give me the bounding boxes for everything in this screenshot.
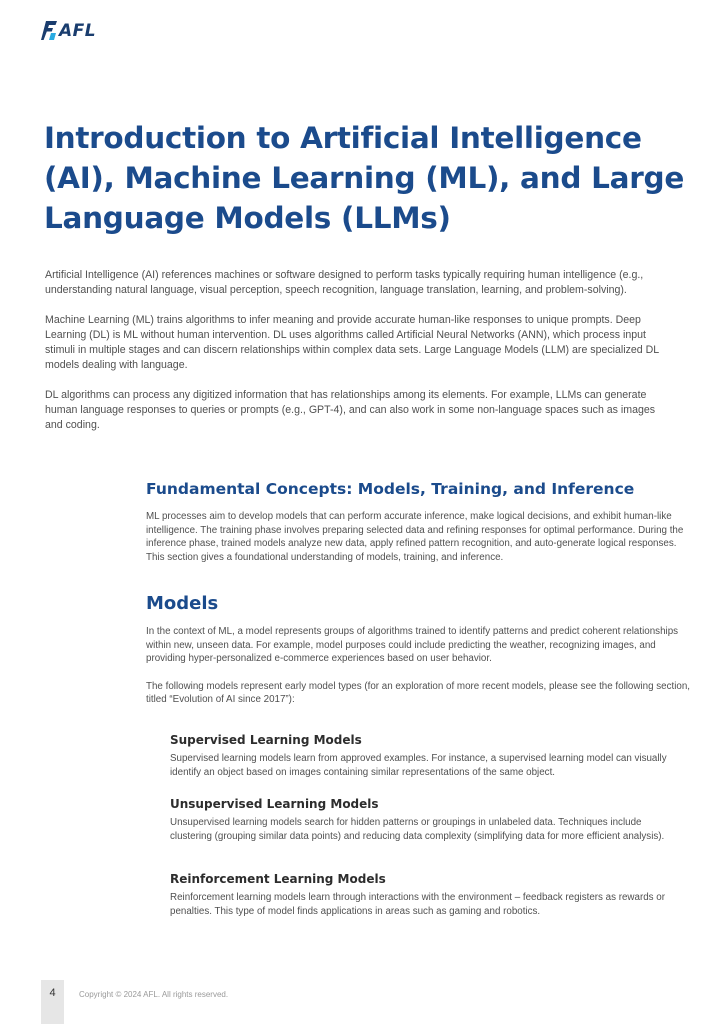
intro-section xyxy=(45,268,675,448)
page-number: 4 xyxy=(49,987,56,999)
models-body-2: The following models represent early model types (for an exploration of more recent models, please see the following section, titled “Evolution of AI since 2017”): xyxy=(146,680,691,705)
copyright-text: Copyright © 2024 AFL. All rights reserved. xyxy=(79,990,229,999)
models-body-1: In the context of ML, a model represents groups of algorithms trained to identify patterns and predict coherent relationships within new, unseen data. For example, model purposes could include predicting the weather, recognizing images, and providing hyper-personalized e-commerce experiences based on user behavior. xyxy=(146,626,679,664)
reinforcement-learning-heading: Reinforcement Learning Models xyxy=(170,872,386,886)
page-title: Introduction to Artificial Intelligence (AI), Machine Learning (ML), and Large Language Models (LLMs) xyxy=(44,121,685,235)
models-heading: Models xyxy=(146,593,219,614)
unsupervised-learning-body: Unsupervised learning models search for hidden patterns or groupings in unlabeled data. Techniques include clustering (grouping similar data points) and reducing data complexity (simplifying data for more efficient analysis). xyxy=(170,817,665,842)
afl-logo xyxy=(41,21,96,41)
intro-paragraph-1: Artificial Intelligence (AI) references machines or software designed to perform tasks typically requiring human intelligence (e.g., understanding natural language, visual perception, speech recognition, language translation, learning, and problem-solving). xyxy=(45,269,644,296)
unsupervised-learning-heading: Unsupervised Learning Models xyxy=(170,797,379,811)
reinforcement-learning-body: Reinforcement learning models learn through interactions with the environment – feedback registers as rewards or penalties. This type of model finds applications in areas such as gaming and robotics. xyxy=(170,892,665,917)
supervised-learning-body: Supervised learning models learn from approved examples. For instance, a supervised learning model can visually identify an object based on images containing similar representations of the same object. xyxy=(170,753,667,778)
fundamental-concepts-section xyxy=(146,479,691,579)
intro-paragraph-3: DL algorithms can process any digitized information that has relationships among its elements. For example, LLMs can generate human language responses to queries or prompts (e.g., GPT-4), and can also work in some non-language spaces such as images and coding. xyxy=(45,389,656,431)
logo-text: AFL xyxy=(59,21,97,41)
supervised-learning-heading: Supervised Learning Models xyxy=(170,733,362,747)
intro-paragraph-2: Machine Learning (ML) trains algorithms to infer meaning and provide accurate human-like responses to unique prompts. Deep Learning (DL) is ML without human intervention. DL uses algorithms called Artificial Neural Networks (ANN), which process input stimuli in multiple stages and can discern relationships within complex data sets. Large Language Models (LLM) are specialized DL models dealing with language. xyxy=(45,314,659,371)
reinforcement-learning-section xyxy=(170,871,670,933)
fundamental-concepts-body: ML processes aim to develop models that can perform accurate inference, make logical decisions, and exhibit human-like intelligence. The training phase involves preparing selected data and refining responses for optimal performance. During the inference phase, trained models analyze new data, apply refined pattern recognition, and auto-generate logical responses. This section gives a foundational understanding of models, training, and inference. xyxy=(146,511,684,563)
unsupervised-learning-section xyxy=(170,796,670,858)
afl-logo-mark-icon xyxy=(41,21,57,41)
supervised-learning-section xyxy=(170,732,670,794)
models-section xyxy=(146,592,691,722)
fundamental-concepts-heading: Fundamental Concepts: Models, Training, and Inference xyxy=(146,480,635,498)
